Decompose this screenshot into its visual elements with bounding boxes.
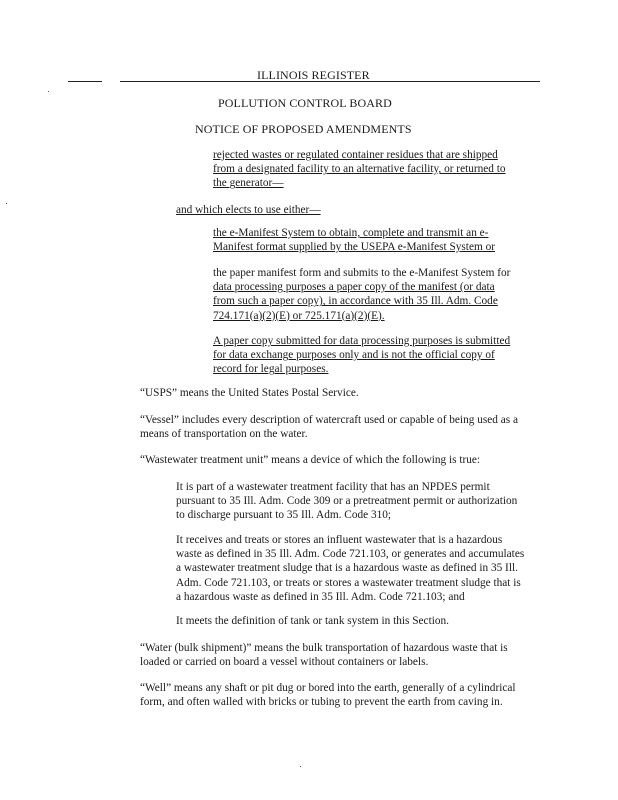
scan-speck (48, 91, 49, 92)
scan-speck (6, 203, 7, 204)
rejected-wastes-paragraph (213, 148, 506, 191)
text-line: a wastewater treatment sludge that is a hazardous waste as defined in 35 Ill. (176, 562, 518, 575)
text-line: “Water (bulk shipment)” means the bulk transportation of hazardous waste that is (140, 642, 508, 654)
well-definition (140, 681, 516, 709)
paper-copy-paragraph (213, 334, 510, 377)
text-line: from such a paper copy), in accordance with 35 Ill. Adm. Code (213, 295, 498, 308)
usps-definition (140, 386, 359, 400)
text-line: A paper copy submitted for data processing purposes is submitted (213, 335, 511, 347)
water-bulk-definition (140, 641, 508, 669)
text-line: the generator— (213, 177, 284, 190)
header-rule-left (68, 81, 102, 82)
text-line: record for legal purposes. (213, 363, 329, 376)
text-line: the e-Manifest System to obtain, complete and transmit an e- (213, 227, 489, 239)
npdes-paragraph (176, 480, 517, 523)
text-line: for data exchange purposes only and is not the official copy of (213, 349, 495, 362)
text-line: Adm. Code 721.103, or treats or stores a wastewater treatment sludge that is (176, 576, 521, 589)
text-line: Manifest format supplied by the USEPA e-Manifest System or (213, 241, 495, 254)
text-line: loaded or carried on board a vessel without containers or labels. (140, 656, 429, 669)
text-line: data processing purposes a paper copy of the manifest (or data (213, 281, 495, 294)
text-line: from a designated facility to an alternative facility, or returned to (213, 163, 506, 176)
paper-manifest-paragraph (213, 266, 510, 323)
which-elects-line (176, 203, 321, 217)
wastewater-definition (140, 453, 480, 467)
text-line: waste as defined in 35 Ill. Adm. Code 721.103, or generates and accumulates (176, 548, 525, 561)
board-title: POLLUTION CONTROL BOARD (218, 96, 392, 110)
register-title: ILLINOIS REGISTER (257, 68, 370, 82)
text-line: form, and often walled with bricks or tubing to prevent the earth from caving in. (140, 696, 503, 709)
text-line: It receives and treats or stores an influent wastewater that is a hazardous (176, 534, 503, 546)
text-line: It is part of a wastewater treatment facility that has an NPDES permit (176, 481, 490, 493)
notice-title: NOTICE OF PROPOSED AMENDMENTS (195, 122, 412, 136)
text-line: pursuant to 35 Ill. Adm. Code 309 or a pretreatment permit or authorization (176, 495, 518, 508)
text-line: and which elects to use either— (176, 204, 321, 216)
text-line: the paper manifest form and submits to the e-Manifest System for (213, 267, 511, 279)
text-line: “Wastewater treatment unit” means a device of which the following is true: (140, 454, 481, 466)
text-line: rejected wastes or regulated container residues that are shipped (213, 149, 498, 161)
receives-treats-paragraph (176, 533, 524, 604)
text-line: “Vessel” includes every description of watercraft used or capable of being used as a (140, 414, 518, 426)
text-line: 724.171(a)(2)(E) or 725.171(a)(2)(E). (213, 309, 385, 322)
vessel-definition (140, 413, 518, 441)
emanifest-system-paragraph (213, 226, 495, 254)
text-line: means of transportation on the water. (140, 428, 308, 441)
text-line: It meets the definition of tank or tank system in this Section. (176, 615, 449, 627)
scan-speck (300, 766, 301, 767)
text-line: a hazardous waste as defined in 35 Ill. Adm. Code 721.103; and (176, 590, 465, 603)
text-line: to discharge pursuant to 35 Ill. Adm. Code 310; (176, 509, 392, 522)
text-line: “USPS” means the United States Postal Service. (140, 387, 359, 399)
text-line: “Well” means any shaft or pit dug or bored into the earth, generally of a cylindrical (140, 682, 516, 694)
tank-definition-paragraph (176, 614, 449, 628)
